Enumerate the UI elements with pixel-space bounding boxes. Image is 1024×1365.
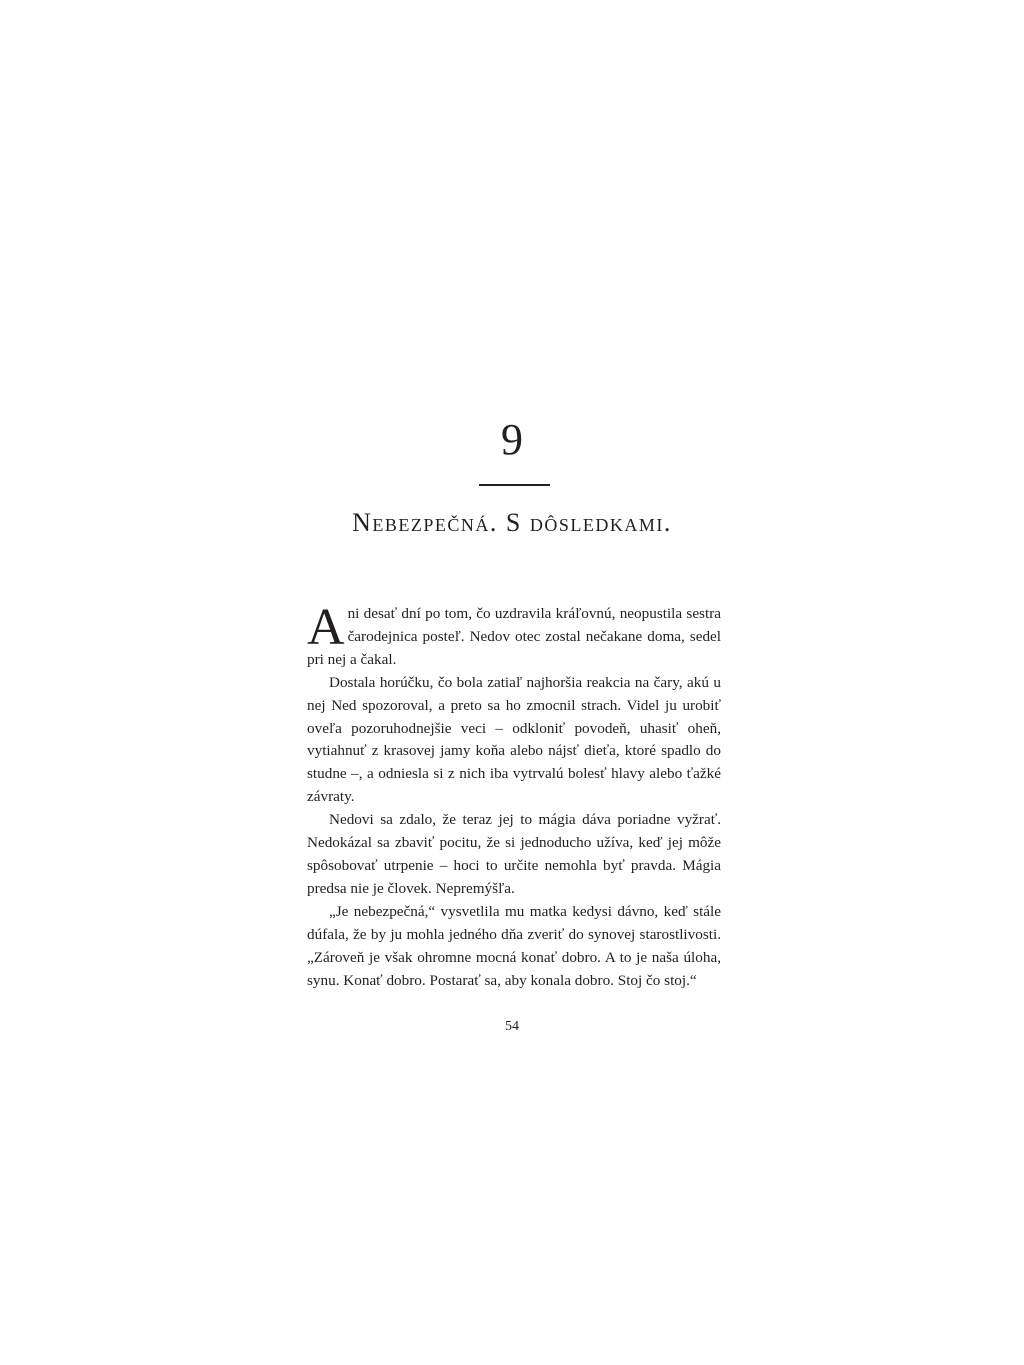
- paragraph-1: [307, 599, 721, 672]
- paragraph-2: Dostala horúčku, čo bola zatiaľ najhoršia reakcia na čary, akú u nej Ned spozoroval, a preto sa ho zmocnil strach. Videl ju urobiť oveľa pozoruhodnejšie veci – odkloniť povodeň, uhasiť oheň, vytiahnuť z krasovej jamy koňa alebo nájsť dieťa, ktoré spadlo do studne –, a odniesla si z nich iba vytrvalú bolesť hlavy alebo ťažké závraty.: [307, 673, 721, 806]
- paragraph-3: Nedovi sa zdalo, že teraz jej to mágia dáva poriadne vyžrať. Nedokázal sa zbaviť pocitu, že si jednoducho užíva, keď jej môže spôsobovať utrpenie – hoci to určite nemohla byť pravda. Mágia predsa nie je človek. Nepremýšľa.: [307, 811, 721, 897]
- drop-cap: A: [307, 599, 345, 656]
- paragraph-1-text: ni desať dní po tom, čo uzdravila kráľovnú, neopustila sestra čarodejnica posteľ. Nedov otec zostal nečakane doma, sedel pri nej a čakal.: [307, 605, 721, 668]
- chapter-body: [307, 599, 721, 992]
- paragraph-4: „Je nebezpečná,“ vysvetlila mu matka kedysi dávno, keď stále dúfala, že by ju mohla jedného dňa zveriť do synovej starostlivosti. „Zároveň je však ohromne mocná konať dobro. A to je naša úloha, synu. Konať dobro. Postarať sa, aby konala dobro. Stoj čo stoj.“: [307, 902, 721, 989]
- page-number: 54: [505, 1019, 519, 1034]
- chapter-title: Nebezpečná. S dôsledkami.: [352, 508, 672, 537]
- chapter-number: 9: [501, 415, 523, 464]
- chapter-divider: [479, 484, 550, 486]
